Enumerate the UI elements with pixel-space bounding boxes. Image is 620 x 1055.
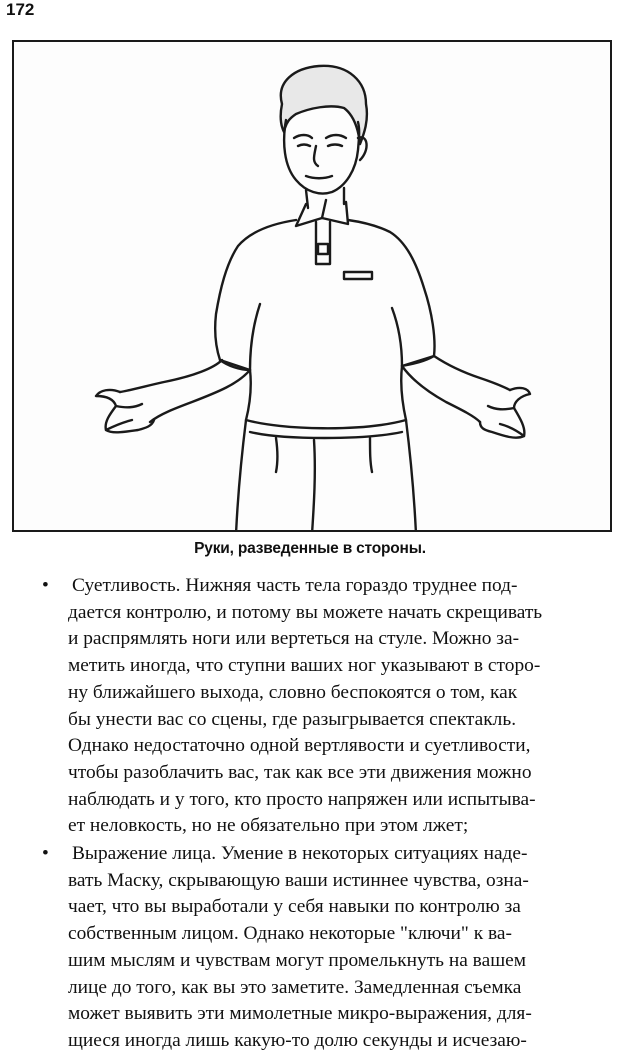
paragraph-line: лице до того, как вы это заметите. Замедленная съемка bbox=[68, 976, 522, 998]
paragraph-line: ну ближайшего выхода, словно беспокоятся о том, как bbox=[68, 681, 518, 703]
paragraph-line: собственным лицом. Однако некоторые "ключи" к ва- bbox=[68, 923, 512, 945]
page-number: 172 bbox=[6, 0, 35, 19]
left-arm bbox=[120, 360, 222, 392]
paragraph-line: шим мыслям и чувствам могут промелькнуть на вашем bbox=[68, 949, 526, 971]
paragraph-line: ет неловкость, но не обязательно при этом лжет; bbox=[68, 815, 469, 837]
hair bbox=[281, 66, 367, 144]
paragraph-line: Однако недостаточно одной вертлявости и суетливости, bbox=[68, 735, 531, 757]
paragraph-line: чтобы разоблачить вас, так как все эти движения можно bbox=[68, 761, 532, 783]
figure-illustration bbox=[12, 40, 612, 532]
paragraph-line: дается контролю, и потому вы можете начать скрещивать bbox=[68, 601, 543, 623]
bullet-marker: • bbox=[42, 843, 49, 864]
paragraph-line: наблюдать и у того, кто просто напряжен или испытыва- bbox=[68, 788, 536, 810]
figure-caption: Руки, разведенные в стороны. bbox=[194, 540, 426, 557]
shirt bbox=[215, 220, 434, 428]
paragraph-line: щиеся иногда лишь какую-то долю секунды и исчезаю- bbox=[68, 1029, 527, 1051]
paragraph-line: Выражение лица. Умение в некоторых ситуациях наде- bbox=[72, 843, 528, 864]
right-hand bbox=[480, 388, 530, 438]
man-with-arms-spread-drawing bbox=[14, 42, 612, 532]
paragraph-line: метить иногда, что ступни ваших ног указывают в сторо- bbox=[68, 655, 541, 677]
paragraph-line: Суетливость. Нижняя часть тела гораздо труднее под- bbox=[72, 575, 518, 596]
trousers bbox=[236, 420, 246, 532]
paragraph-line: может выявить эти мимолетные микро-выражения, для- bbox=[68, 1003, 532, 1025]
paragraph-line: вать Маску, скрывающую ваши истиннее чувства, озна- bbox=[68, 869, 529, 891]
right-arm bbox=[434, 356, 510, 390]
paragraph-line: бы унести вас со сцены, где разыгрывается спектакль. bbox=[68, 708, 517, 730]
left-hand bbox=[96, 390, 154, 432]
bullet-marker: • bbox=[42, 575, 49, 596]
paragraph-line: и распрямлять ноги или вертеться на стуле. Можно за- bbox=[68, 628, 520, 650]
paragraph-line: чает, что вы выработали у себя навыки по контролю за bbox=[68, 896, 521, 918]
face bbox=[284, 120, 359, 194]
